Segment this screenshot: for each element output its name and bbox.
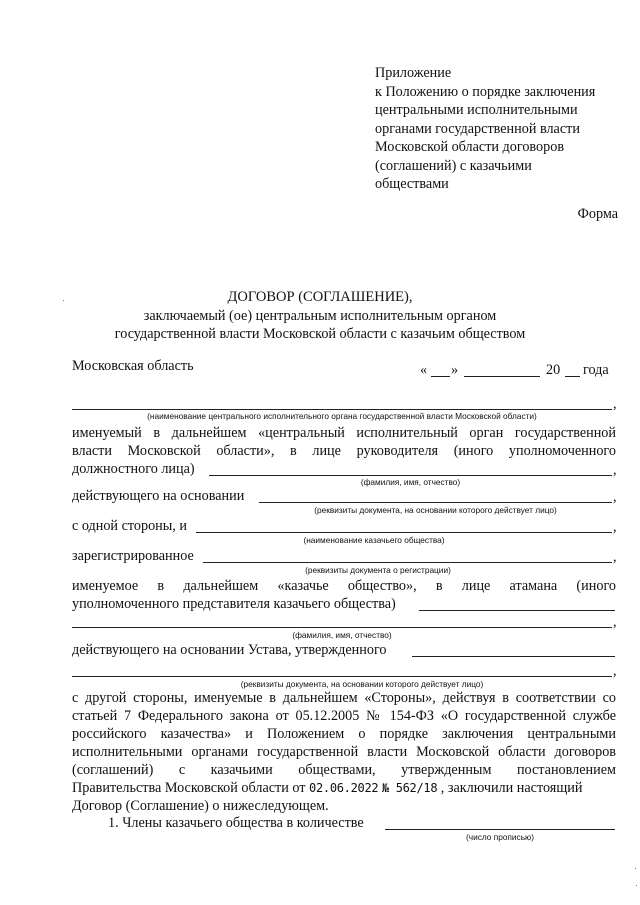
- comma: ,: [613, 519, 617, 535]
- head-fio-caption: (фамилия, имя, отчество): [360, 477, 461, 487]
- comma: ,: [613, 396, 617, 412]
- resolution-suffix: , заключили настоящий: [440, 780, 583, 796]
- registration-caption: (реквизиты документа о регистрации): [305, 565, 451, 575]
- scan-speck: [63, 300, 64, 301]
- appendix-line: (соглашений) с казачьими: [375, 157, 532, 174]
- ataman-field[interactable]: [419, 610, 615, 611]
- member-count-caption: (число прописью): [465, 832, 535, 842]
- registered-text: зарегистрированное: [72, 548, 194, 564]
- named-organ-line1: именуемый в дальнейшем «центральный исполнительный орган государственной: [72, 425, 616, 441]
- charter-basis-text: действующего на основании Устава, утвержденного: [72, 642, 387, 658]
- appendix-line: органами государственной власти: [375, 120, 580, 137]
- date-year-field[interactable]: [565, 376, 580, 377]
- date-day-field[interactable]: [431, 376, 450, 377]
- member-count-field[interactable]: [385, 829, 615, 830]
- date-quote-close: »: [451, 362, 459, 378]
- ataman-fio-field[interactable]: [72, 627, 612, 628]
- date-year-prefix: 20: [546, 362, 561, 378]
- document-title: ДОГОВОР (СОГЛАШЕНИЕ),: [227, 289, 413, 305]
- named-society-line1: именуемое в дальнейшем «казачье общество», в лице атамана (иного: [72, 578, 616, 594]
- form-label: Форма: [577, 206, 618, 222]
- named-organ-line2: власти Московской области», в лице руководителя (иного уполномоченного: [72, 443, 616, 459]
- comma: ,: [613, 489, 617, 505]
- charter-details-field[interactable]: [72, 676, 612, 677]
- scan-speck: [635, 868, 636, 869]
- charter-approval-field[interactable]: [412, 656, 615, 657]
- society-name-caption: (наименование казачьего общества): [303, 535, 445, 545]
- scan-speck: [636, 885, 637, 886]
- resolution-date: 02.06.2022: [309, 781, 379, 795]
- basis-document-caption: (реквизиты документа, на основании которого действует лицо): [314, 505, 557, 515]
- appendix-line: обществами: [375, 176, 449, 192]
- registration-field[interactable]: [203, 562, 612, 563]
- date-year-suffix: года: [583, 362, 609, 378]
- comma: ,: [613, 614, 617, 630]
- one-side-text: с одной стороны, и: [72, 518, 187, 534]
- charter-details-caption: (реквизиты документа, на основании которого действует лицо): [240, 679, 484, 689]
- item-1-text: 1. Члены казачьего общества в количестве: [108, 815, 364, 831]
- other-side-line7: Договор (Соглашение) о нижеследующем.: [72, 798, 329, 814]
- org-name-caption: (наименование центрального исполнительного органа государственной власти Московской области): [147, 411, 537, 421]
- named-society-line2: уполномоченного представителя казачьего общества): [72, 596, 396, 612]
- resolution-number: № 562/18: [381, 781, 438, 795]
- other-side-line4: исполнительными органами государственной власти Московской области договоров: [72, 744, 616, 760]
- acting-basis-text: действующего на основании: [72, 488, 245, 504]
- date-month-field[interactable]: [464, 376, 540, 377]
- head-fio-field[interactable]: [209, 475, 612, 476]
- other-side-line6: [72, 779, 616, 797]
- other-side-line1: с другой стороны, именуемые в дальнейшем «Стороны», действуя в соответствии со: [72, 690, 616, 706]
- place-text: Московская область: [72, 358, 194, 374]
- document-subtitle-line1: заключаемый (ое) центральным исполнительным органом: [143, 308, 497, 324]
- appendix-line: к Положению о порядке заключения: [375, 83, 596, 100]
- resolution-prefix: Правительства Московской области от: [72, 780, 306, 796]
- appendix-line: Приложение: [375, 65, 452, 81]
- comma: ,: [613, 462, 617, 478]
- document-subtitle-line2: государственной власти Московской области с казачьим обществом: [114, 326, 526, 342]
- appendix-line: Московской области договоров: [375, 139, 565, 155]
- date-quote-open: «: [420, 362, 428, 378]
- comma: ,: [613, 549, 617, 565]
- ataman-fio-caption: (фамилия, имя, отчество): [292, 630, 392, 640]
- other-side-line3: российского казачества» и Положением о порядке заключения центральными: [72, 726, 616, 742]
- appendix-header: [375, 64, 635, 194]
- other-side-line5: (соглашений) с казачьими обществами, утвержденным постановлением: [72, 762, 616, 778]
- society-name-field[interactable]: [196, 532, 612, 533]
- basis-document-field[interactable]: [259, 502, 612, 503]
- comma: ,: [613, 663, 617, 679]
- org-name-field[interactable]: [72, 409, 612, 410]
- named-organ-line3: должностного лица): [72, 461, 195, 477]
- appendix-line: центральными исполнительными: [375, 102, 578, 118]
- other-side-line2: статьей 7 Федерального закона от 05.12.2005 № 154-ФЗ «О государственной службе: [72, 708, 616, 724]
